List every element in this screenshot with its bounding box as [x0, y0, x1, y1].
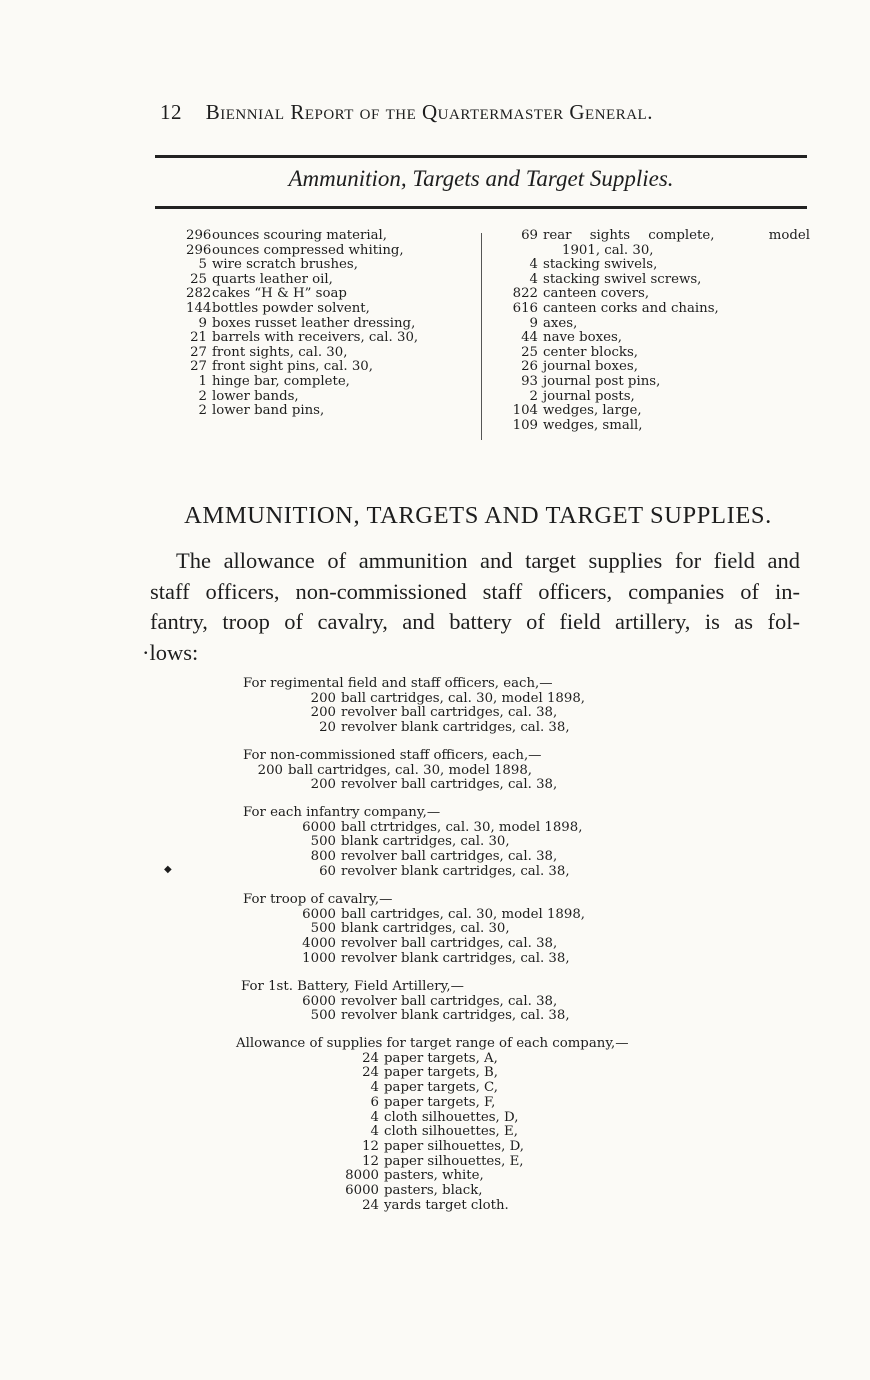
supply-desc: canteen corks and chains, — [543, 300, 719, 316]
allowance-intro: Allowance of supplies for target range of each company,— — [236, 1036, 629, 1051]
supply-desc: stacking swivel screws, — [543, 271, 702, 287]
supply-qty: 26 — [521, 359, 538, 375]
allowance-desc: paper targets, F, — [384, 1094, 496, 1110]
allowance-group — [236, 1037, 629, 1213]
allowance-desc: pasters, black, — [384, 1183, 483, 1199]
supply-desc: journal boxes, — [543, 359, 638, 375]
page-number: 12 — [160, 100, 182, 124]
supply-item — [512, 404, 810, 419]
supply-desc: axes, — [543, 315, 578, 331]
allowance-desc: revolver blank cartridges, cal. 38, — [341, 863, 570, 879]
allowance-desc: blank cartridges, cal. 30, — [341, 921, 510, 937]
allowance-item — [243, 721, 585, 736]
supply-desc: canteen covers, — [543, 286, 650, 302]
allowance-desc: paper targets, B, — [384, 1065, 499, 1081]
paragraph-line: The allowance of ammunition and target supplies for field and — [176, 548, 800, 573]
supply-item — [186, 287, 476, 302]
allowance-qty: 6000 — [345, 1183, 379, 1199]
allowance-paragraph — [142, 546, 800, 668]
supply-item — [512, 360, 810, 375]
supply-desc: ounces scouring material, — [212, 228, 388, 243]
supply-desc: front sight pins, cal. 30, — [212, 359, 373, 375]
allowance-qty: 4 — [370, 1124, 379, 1140]
supply-item — [512, 273, 810, 288]
supply-qty: 9 — [529, 315, 538, 331]
supply-item — [512, 317, 810, 332]
supply-qty: 4 — [529, 257, 538, 273]
allowance-desc: pasters, white, — [384, 1168, 484, 1184]
supply-item — [186, 404, 476, 419]
allowance-item — [236, 1081, 629, 1096]
allowance-desc: paper targets, A, — [384, 1050, 498, 1066]
supply-desc: wire scratch brushes, — [212, 257, 358, 273]
allowance-item — [236, 1096, 629, 1111]
allowance-item — [236, 1184, 629, 1199]
allowance-qty: 4 — [370, 1109, 379, 1125]
supply-qty: 44 — [521, 330, 538, 346]
allowance-qty: 6000 — [302, 906, 336, 922]
allowance-qty: 6 — [370, 1094, 379, 1110]
supply-qty: 296 — [186, 228, 212, 243]
supply-item — [186, 375, 476, 390]
allowance-desc: revolver ball cartridges, cal. 38, — [341, 849, 558, 865]
allowance-desc: revolver blank cartridges, cal. 38, — [341, 950, 570, 966]
allowance-group — [241, 980, 570, 1024]
supplies-left-column — [186, 229, 476, 419]
section-caption: Ammunition, Targets and Target Supplies. — [288, 166, 674, 191]
allowance-item — [236, 1140, 629, 1155]
supply-qty: 69 — [521, 228, 538, 243]
supply-qty: 2 — [198, 388, 207, 404]
bottom-rule — [155, 206, 807, 209]
supply-qty: 9 — [198, 315, 207, 331]
supply-item — [512, 229, 810, 244]
allowance-desc: cloth silhouettes, E, — [384, 1124, 518, 1140]
allowance-qty: 6000 — [302, 819, 336, 835]
allowance-qty: 8000 — [345, 1168, 379, 1184]
supply-qty: 2 — [198, 403, 207, 419]
top-rule — [155, 155, 807, 158]
allowance-group — [243, 806, 582, 880]
allowance-qty: 4000 — [302, 936, 336, 952]
allowance-item — [241, 1009, 570, 1024]
supply-item — [186, 258, 476, 273]
supply-qty: 4 — [529, 271, 538, 287]
allowance-intro: For non-commissioned staff officers, each,— — [243, 748, 542, 763]
running-title: Biennial Report of the Quartermaster General. — [205, 100, 653, 124]
allowance-desc: paper targets, C, — [384, 1080, 498, 1096]
paragraph-line: fantry, troop of cavalry, and battery of field artillery, is as fol- — [150, 609, 800, 634]
supply-item — [512, 302, 810, 317]
allowance-qty: 500 — [310, 921, 336, 937]
supply-desc: quarts leather oil, — [212, 271, 333, 287]
allowance-qty: 24 — [362, 1065, 379, 1081]
supply-desc: hinge bar, complete, — [212, 373, 350, 389]
allowance-desc: revolver ball cartridges, cal. 38, — [341, 936, 558, 952]
allowance-qty: 24 — [362, 1197, 379, 1213]
allowance-item — [236, 1125, 629, 1140]
supply-item — [512, 375, 810, 390]
allowance-qty: 24 — [362, 1050, 379, 1066]
allowance-qty: 6000 — [302, 993, 336, 1009]
supply-qty: 296 — [186, 242, 212, 258]
supply-item — [186, 244, 476, 259]
allowance-item — [243, 778, 557, 793]
column-divider — [481, 233, 482, 440]
allowance-item — [243, 706, 585, 721]
supply-qty: 1 — [198, 373, 207, 389]
allowance-qty: 200 — [310, 690, 336, 706]
allowance-intro: For regimental field and staff officers, each,— — [243, 676, 553, 691]
supply-item — [512, 346, 810, 361]
paragraph-line: ·lows: — [142, 639, 199, 665]
allowance-qty: 800 — [310, 849, 336, 865]
supply-desc: ounces compressed whiting, — [212, 242, 404, 258]
supply-qty: 5 — [198, 257, 207, 273]
supply-qty: 27 — [190, 344, 207, 360]
supply-item — [186, 317, 476, 332]
supply-desc: center blocks, — [543, 344, 639, 360]
supply-item — [186, 346, 476, 361]
allowance-item — [243, 952, 585, 967]
supply-qty: 2 — [529, 388, 538, 404]
supply-qty: 822 — [512, 286, 538, 302]
supply-desc: barrels with receivers, cal. 30, — [212, 330, 419, 346]
allowance-item — [243, 835, 582, 850]
allowance-desc: revolver ball cartridges, cal. 38, — [341, 993, 558, 1009]
allowance-intro: For 1st. Battery, Field Artillery,— — [241, 979, 464, 994]
supply-item — [512, 331, 810, 346]
allowance-desc: paper silhouettes, E, — [384, 1153, 524, 1169]
supply-desc: front sights, cal. 30, — [212, 344, 348, 360]
allowance-desc: revolver ball cartridges, cal. 38, — [341, 777, 558, 793]
allowance-qty: 500 — [310, 834, 336, 850]
allowance-item — [243, 821, 582, 836]
allowance-item — [236, 1066, 629, 1081]
allowance-desc: revolver ball cartridges, cal. 38, — [341, 705, 558, 721]
allowance-item — [236, 1169, 629, 1184]
supply-desc: lower band pins, — [212, 403, 325, 419]
allowance-qty: 60 — [319, 863, 336, 879]
supply-desc: rear sights complete, — [543, 228, 715, 243]
allowance-qty: 20 — [319, 720, 336, 736]
allowance-desc: ball cartridges, cal. 30, model 1898, — [288, 762, 533, 778]
allowance-desc: revolver blank cartridges, cal. 38, — [341, 720, 570, 736]
allowance-item — [236, 1155, 629, 1170]
supply-desc: cakes “H & H” soap — [212, 286, 347, 302]
supply-item — [512, 258, 810, 273]
allowance-item — [243, 937, 585, 952]
allowance-item — [236, 1052, 629, 1067]
supply-continuation: 1901, cal. 30, — [562, 242, 654, 258]
section-heading: AMMUNITION, TARGETS AND TARGET SUPPLIES. — [184, 502, 772, 529]
supply-desc: journal posts, — [543, 388, 635, 404]
allowance-intro: For troop of cavalry,— — [243, 892, 393, 907]
allowance-item — [243, 908, 585, 923]
supply-item — [186, 360, 476, 375]
allowance-desc: revolver blank cartridges, cal. 38, — [341, 1008, 570, 1024]
allowance-desc: yards target cloth. — [384, 1197, 509, 1213]
supply-item — [186, 302, 476, 317]
allowance-desc: paper silhouettes, D, — [384, 1138, 524, 1154]
supply-desc: stacking swivels, — [543, 257, 658, 273]
allowance-item — [243, 850, 582, 865]
allowance-desc: ball cartridges, cal. 30, model 1898, — [341, 690, 586, 706]
supply-qty: 21 — [190, 330, 207, 346]
allowance-item — [243, 692, 585, 707]
supply-qty: 144 — [186, 300, 212, 316]
allowance-desc: blank cartridges, cal. 30, — [341, 834, 510, 850]
supply-item — [512, 419, 810, 434]
allowance-item — [236, 1199, 629, 1214]
running-head — [160, 100, 800, 125]
stray-ink-mark: ◆ — [164, 864, 172, 875]
allowance-qty: 12 — [362, 1153, 379, 1169]
allowance-qty: 12 — [362, 1138, 379, 1154]
allowance-group — [243, 677, 585, 736]
supply-qty: 25 — [521, 344, 538, 360]
supply-qty: 109 — [512, 417, 538, 433]
supply-desc: lower bands, — [212, 388, 299, 404]
supply-item — [512, 287, 810, 302]
allowance-item — [243, 865, 582, 880]
supply-item — [512, 390, 810, 405]
supplies-right-column — [512, 229, 810, 433]
supply-desc: wedges, large, — [543, 403, 642, 419]
supply-desc: nave boxes, — [543, 330, 623, 346]
allowance-qty: 200 — [257, 762, 283, 778]
supply-qty: 104 — [512, 403, 538, 419]
allowance-item — [243, 922, 585, 937]
supply-desc: boxes russet leather dressing, — [212, 315, 416, 331]
allowance-item — [241, 995, 570, 1010]
supply-qty: 27 — [190, 359, 207, 375]
allowance-group — [243, 749, 557, 793]
supply-item — [186, 331, 476, 346]
supply-desc: bottles powder solvent, — [212, 300, 370, 316]
supply-item — [186, 273, 476, 288]
allowance-item — [236, 1111, 629, 1126]
allowance-item — [243, 764, 557, 779]
allowance-group — [243, 893, 585, 967]
allowance-desc: ball ctrtridges, cal. 30, model 1898, — [341, 819, 583, 835]
allowance-qty: 200 — [310, 777, 336, 793]
allowance-qty: 200 — [310, 705, 336, 721]
allowance-qty: 500 — [310, 1008, 336, 1024]
supply-qty: 282 — [186, 286, 212, 302]
allowance-desc: ball cartridges, cal. 30, model 1898, — [341, 906, 586, 922]
supply-desc: journal post pins, — [543, 373, 661, 389]
supply-qty: 25 — [190, 271, 207, 287]
allowance-desc: cloth silhouettes, D, — [384, 1109, 519, 1125]
supply-item — [186, 390, 476, 405]
allowance-qty: 4 — [370, 1080, 379, 1096]
supply-desc-tail: model — [768, 228, 810, 243]
supply-desc: wedges, small, — [543, 417, 643, 433]
allowance-qty: 1000 — [302, 950, 336, 966]
supply-qty: 93 — [521, 373, 538, 389]
supply-item — [186, 229, 476, 244]
paragraph-line: staff officers, non-commissioned staff officers, companies of in- — [150, 578, 800, 604]
supply-qty: 616 — [512, 300, 538, 316]
allowance-intro: For each infantry company,— — [243, 805, 441, 820]
